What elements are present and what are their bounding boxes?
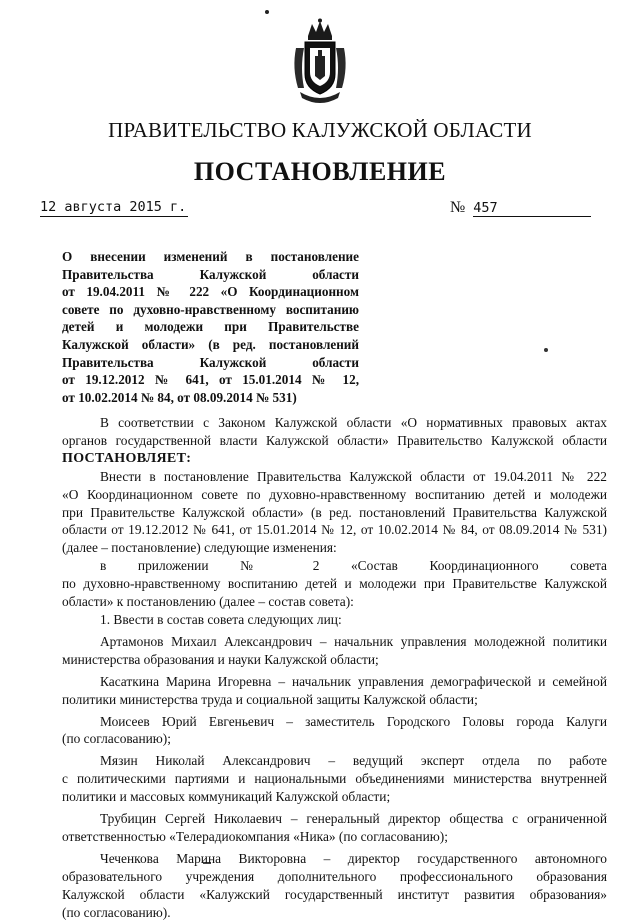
- body-line: Трубицин Сергей Николаевич – генеральный директор общества с ограниченной: [100, 811, 607, 827]
- body-line: Мязин Николай Александрович – ведущий эксперт отдела по работе: [100, 753, 607, 769]
- body-line: с политическими партиями и национальными объединениями министерства внутренней: [62, 771, 607, 787]
- body-line: органов государственной власти Калужской области» Правительство Калужской области: [62, 432, 607, 448]
- subject-line: Калужской области» (в ред. постановлений: [62, 336, 359, 352]
- scan-speck: [265, 10, 269, 14]
- body-line: политики и массовых коммуникаций Калужской области;: [62, 789, 391, 805]
- body-line: Калужской области «Калужский государственный институт развития образования»: [62, 886, 607, 902]
- subject-line: совете по духовно-нравственному воспитанию: [62, 301, 359, 317]
- body-line: (по согласованию);: [62, 731, 171, 747]
- subject-block: [62, 248, 359, 406]
- number-value: 457: [473, 200, 591, 217]
- coat-of-arms-icon: [288, 18, 352, 106]
- body-line: Внести в постановление Правительства Калужской области от 19.04.2011 № 222: [100, 468, 607, 484]
- body-line: Моисеев Юрий Евгеньевич – заместитель Городского Головы города Калуги: [100, 713, 607, 729]
- document-body: [62, 414, 607, 921]
- body-line: образовательного учреждения дополнительного профессионального образования: [62, 868, 607, 884]
- body-line: ответственностью «Телерадиокомпания «Ника» (по согласованию);: [62, 828, 448, 844]
- document-date: 12 августа 2015 г.: [40, 199, 187, 215]
- subject-line: детей и молодежи при Правительстве: [62, 319, 359, 335]
- body-line: В соответствии с Законом Калужской области «О нормативных правовых актах: [100, 415, 607, 430]
- body-line: в приложении № 2 «Состав Координационного совета: [100, 558, 607, 574]
- document-type-title: ПОСТАНОВЛЕНИЕ: [193, 157, 447, 186]
- body-line: министерства образования и науки Калужской области;: [62, 651, 379, 667]
- subject-line: от 10.02.2014 № 84, от 08.09.2014 № 531): [62, 389, 297, 405]
- number-sign: №: [450, 199, 466, 216]
- body-line: «О Координационном совете по духовно-нравственному воспитанию детей и молодежи: [62, 486, 607, 502]
- body-line: Чеченкова Марина Викторовна – директор государственного автономного: [100, 850, 607, 866]
- organization-title: ПРАВИТЕЛЬСТВО КАЛУЖСКОЙ ОБЛАСТИ: [108, 118, 532, 142]
- body-line: области» к постановлению (далее – состав совета):: [62, 594, 354, 610]
- body-line: (далее – постановление) следующие изменения:: [62, 540, 337, 556]
- body-line: Артамонов Михаил Александрович – начальник управления молодежной политики: [100, 633, 607, 649]
- body-line: Касаткина Марина Игоревна – начальник управления демографической и семейной: [100, 673, 607, 689]
- body-line: политики министерства труда и социальной защиты Калужской области;: [62, 691, 478, 707]
- subject-line: Правительства Калужской области: [62, 354, 359, 370]
- body-line: (по согласованию).: [62, 904, 171, 920]
- scan-speck: [544, 348, 548, 352]
- subject-line: от 19.04.2011 № 222 «О Координационном: [62, 284, 359, 300]
- body-line: по духовно-нравственному воспитанию детей и молодежи при Правительстве Калужской: [62, 576, 607, 592]
- subject-line: от 19.12.2012 № 641, от 15.01.2014 № 12,: [62, 372, 359, 388]
- body-line: области от 19.12.2012 № 641, от 15.01.2014 № 12, от 10.02.2014 № 84, от 08.09.2014 № 531): [62, 522, 607, 538]
- body-line: при Правительстве Калужской области» (в ред. постановлений Правительства Калужской: [62, 504, 607, 520]
- subject-line: О внесении изменений в постановление: [62, 249, 359, 264]
- subject-line: Правительства Калужской области: [62, 266, 359, 282]
- decree-keyword: ПОСТАНОВЛЯЕТ:: [62, 450, 192, 466]
- list-item-heading: 1. Ввести в состав совета следующих лиц:: [100, 611, 342, 627]
- document-number: [450, 199, 602, 217]
